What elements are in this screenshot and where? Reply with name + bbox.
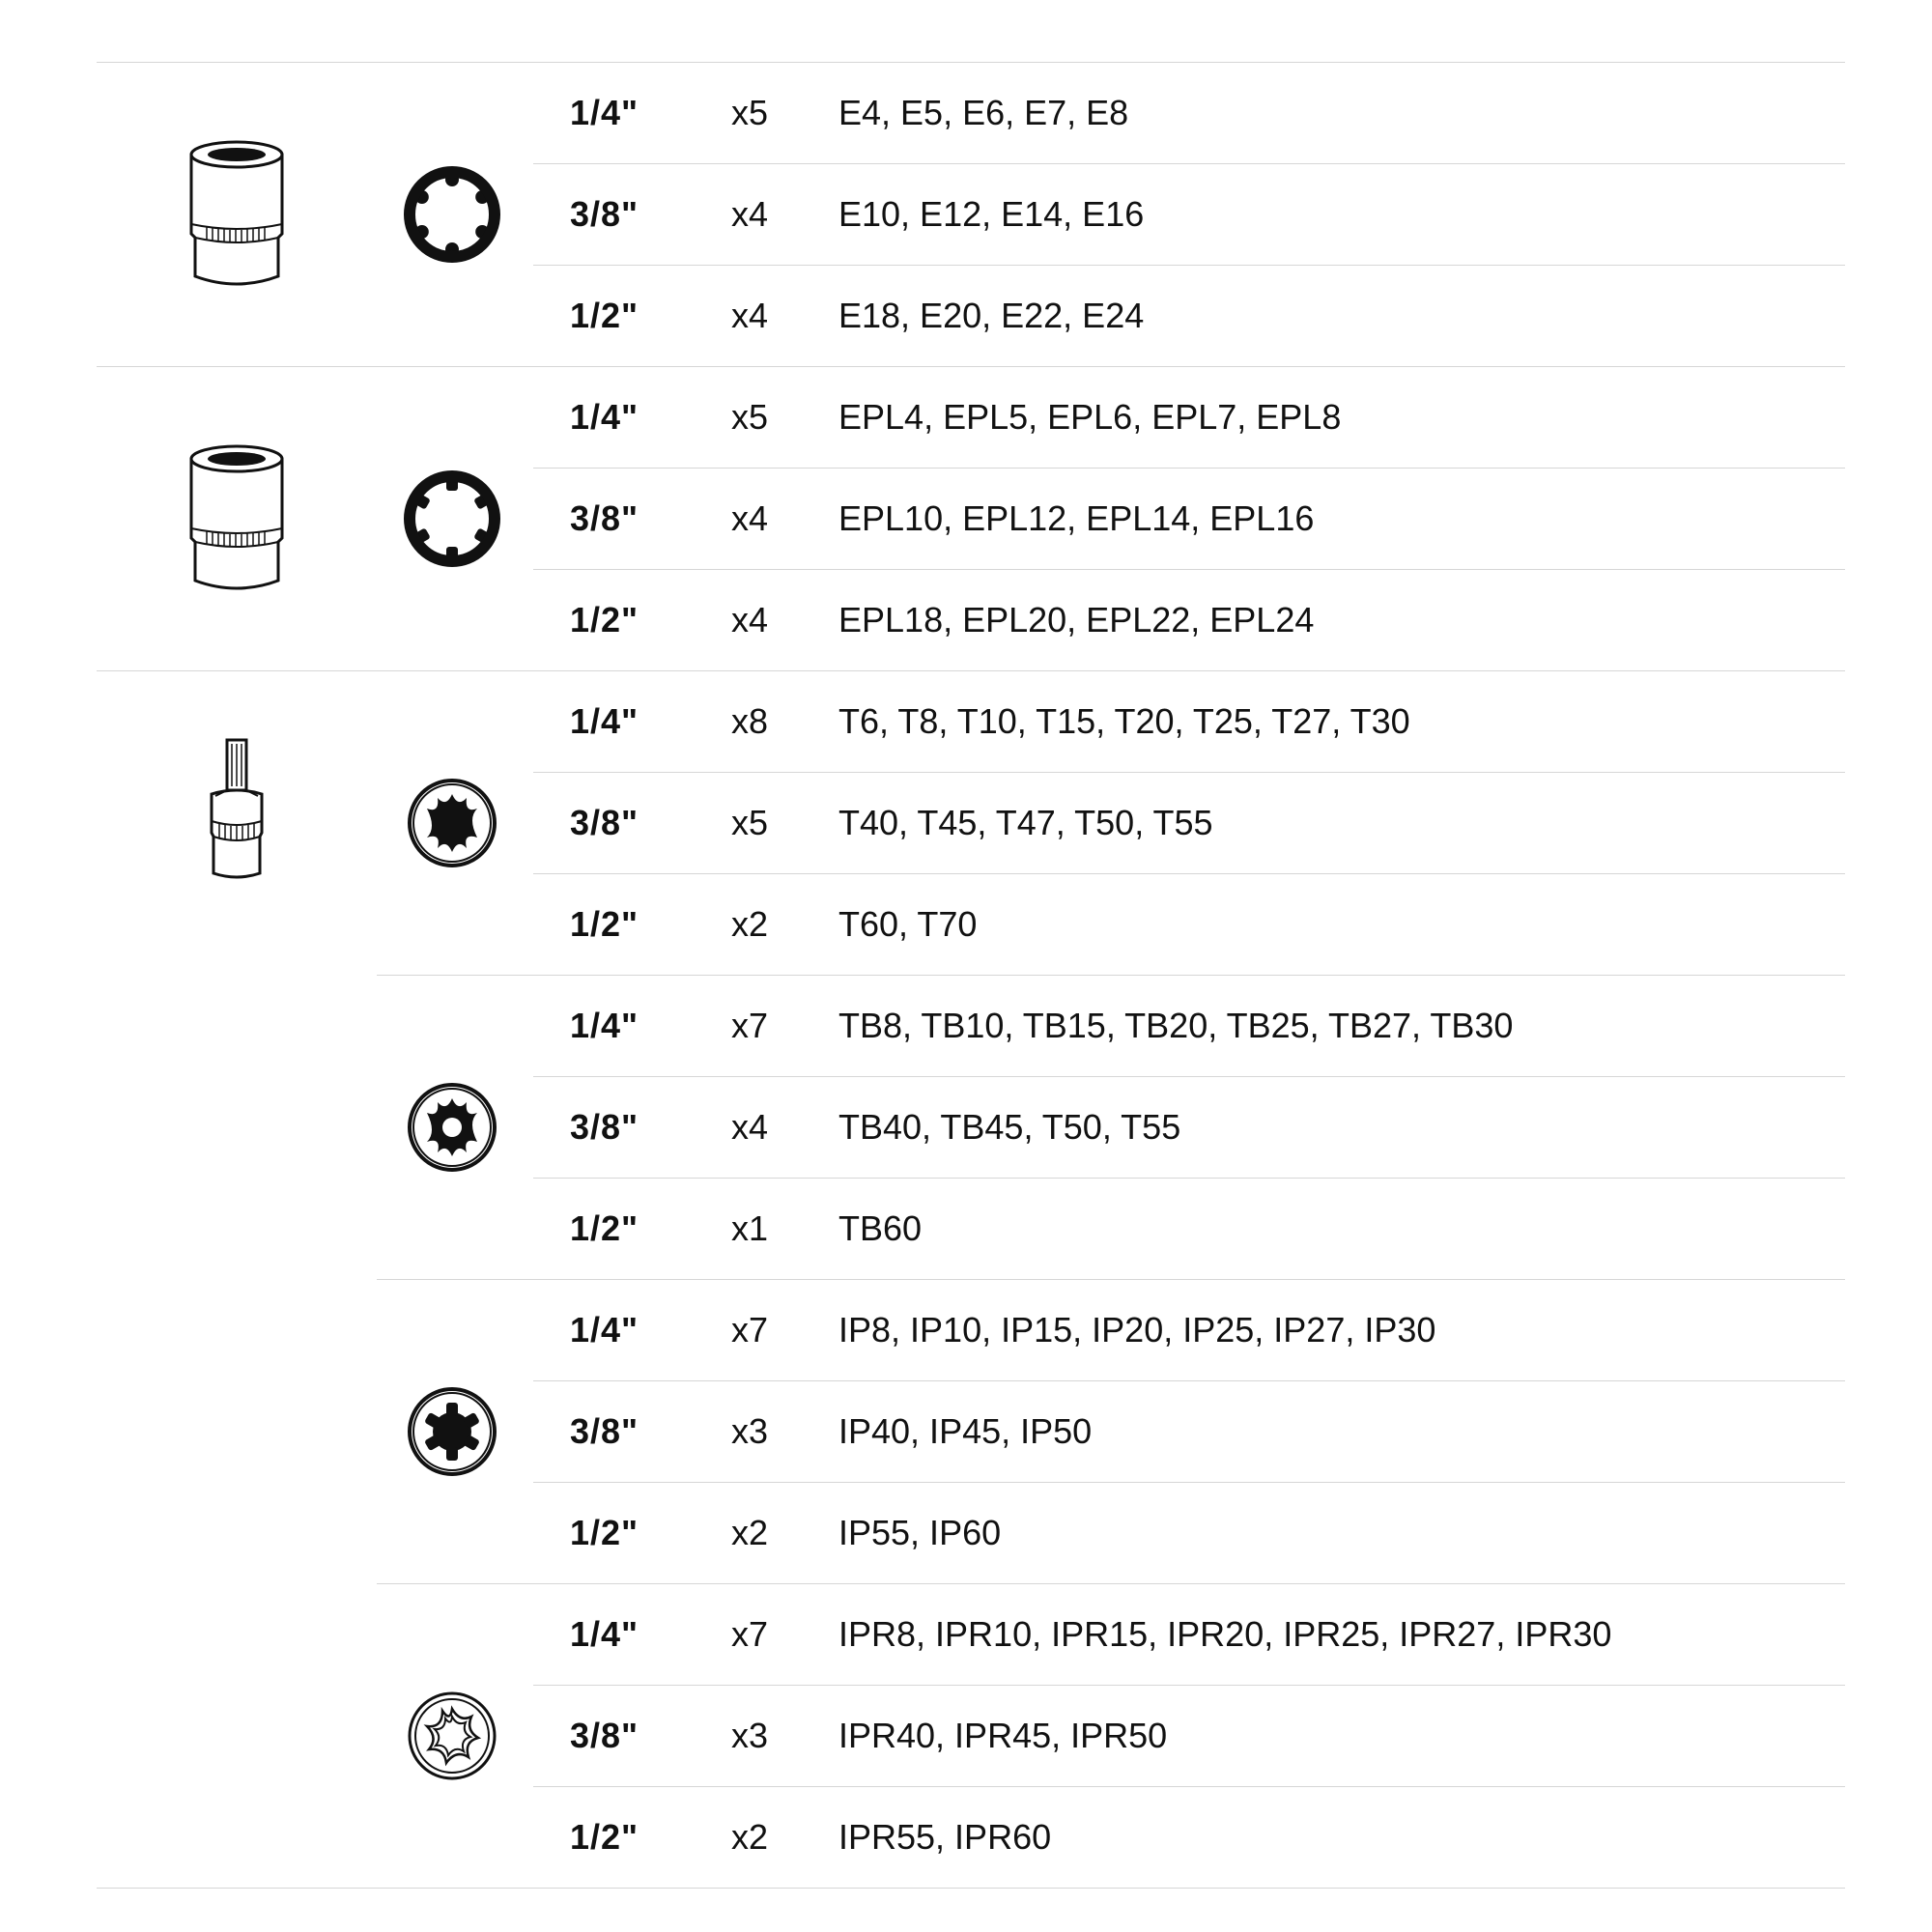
drive-size: 3/8" — [570, 1410, 639, 1451]
drive-size: 3/8" — [570, 1106, 639, 1147]
table-row — [533, 772, 1845, 873]
drive-size: 1/2" — [570, 599, 639, 639]
drive-size: 3/8" — [570, 802, 639, 842]
quantity: x2 — [731, 903, 769, 944]
quantity: x5 — [731, 92, 769, 132]
quantity: x1 — [731, 1208, 769, 1248]
size-list: TB40, TB45, T50, T55 — [838, 1106, 1181, 1147]
size-list: T40, T45, T47, T50, T55 — [838, 802, 1213, 842]
drive-size: 1/2" — [570, 1512, 639, 1552]
table-row — [533, 670, 1845, 772]
quantity: x2 — [731, 1512, 769, 1552]
size-list: IPR8, IPR10, IPR15, IPR20, IPR25, IPR27, IPR30 — [838, 1613, 1612, 1654]
e-torx-profile-icon — [404, 166, 500, 263]
quantity: x3 — [731, 1410, 769, 1451]
drive-size: 1/4" — [570, 1613, 639, 1654]
drive-size: 3/8" — [570, 497, 639, 538]
drive-size: 1/4" — [570, 700, 639, 741]
external-torx-plus-socket-icon — [184, 441, 290, 596]
torx-plus-ipr-profile-icon — [404, 1688, 500, 1784]
size-list: E10, E12, E14, E16 — [838, 193, 1145, 234]
size-list: EPL4, EPL5, EPL6, EPL7, EPL8 — [838, 396, 1342, 437]
drive-size: 1/2" — [570, 295, 639, 335]
table-row — [533, 1279, 1845, 1380]
quantity: x4 — [731, 599, 769, 639]
table-row — [533, 62, 1845, 163]
quantity: x5 — [731, 802, 769, 842]
quantity: x3 — [731, 1715, 769, 1755]
table-row — [533, 1178, 1845, 1279]
drive-size: 1/2" — [570, 1816, 639, 1857]
quantity: x4 — [731, 295, 769, 335]
size-list: EPL18, EPL20, EPL22, EPL24 — [838, 599, 1315, 639]
group-divider — [97, 1888, 1845, 1889]
quantity: x7 — [731, 1309, 769, 1350]
drive-size: 3/8" — [570, 193, 639, 234]
size-list: IPR55, IPR60 — [838, 1816, 1052, 1857]
quantity: x4 — [731, 497, 769, 538]
quantity: x7 — [731, 1005, 769, 1045]
drive-size: 1/4" — [570, 1005, 639, 1045]
table-row — [533, 366, 1845, 468]
table-row — [533, 1482, 1845, 1583]
table-row — [533, 265, 1845, 366]
drive-size: 1/4" — [570, 1309, 639, 1350]
drive-size: 1/4" — [570, 92, 639, 132]
table-row — [533, 975, 1845, 1076]
drive-size: 1/4" — [570, 396, 639, 437]
size-list: TB60 — [838, 1208, 923, 1248]
quantity: x5 — [731, 396, 769, 437]
size-list: EPL10, EPL12, EPL14, EPL16 — [838, 497, 1315, 538]
quantity: x4 — [731, 193, 769, 234]
table-row — [533, 569, 1845, 670]
quantity: x4 — [731, 1106, 769, 1147]
table-row — [533, 1685, 1845, 1786]
external-torx-socket-icon — [184, 137, 290, 292]
torx-plus-ip-profile-icon — [404, 1383, 500, 1480]
size-list: IP8, IP10, IP15, IP20, IP25, IP27, IP30 — [838, 1309, 1436, 1350]
torx-profile-icon — [404, 775, 500, 871]
size-list: T60, T70 — [838, 903, 978, 944]
drive-size: 1/2" — [570, 1208, 639, 1248]
size-list: IPR40, IPR45, IPR50 — [838, 1715, 1168, 1755]
drive-size: 1/2" — [570, 903, 639, 944]
table-row — [533, 873, 1845, 975]
size-list: IP55, IP60 — [838, 1512, 1002, 1552]
bit-socket-icon — [198, 736, 275, 891]
size-list: T6, T8, T10, T15, T20, T25, T27, T30 — [838, 700, 1410, 741]
table-row — [533, 163, 1845, 265]
quantity: x8 — [731, 700, 769, 741]
epl-torx-plus-profile-icon — [404, 470, 500, 567]
size-list: IP40, IP45, IP50 — [838, 1410, 1093, 1451]
quantity: x7 — [731, 1613, 769, 1654]
quantity: x2 — [731, 1816, 769, 1857]
size-list: E18, E20, E22, E24 — [838, 295, 1145, 335]
tamper-torx-profile-icon — [404, 1079, 500, 1176]
size-list: E4, E5, E6, E7, E8 — [838, 92, 1129, 132]
size-list: TB8, TB10, TB15, TB20, TB25, TB27, TB30 — [838, 1005, 1514, 1045]
table-row — [533, 1380, 1845, 1482]
drive-size: 3/8" — [570, 1715, 639, 1755]
table-row — [533, 1076, 1845, 1178]
table-row — [533, 468, 1845, 569]
table-row — [533, 1786, 1845, 1888]
table-row — [533, 1583, 1845, 1685]
